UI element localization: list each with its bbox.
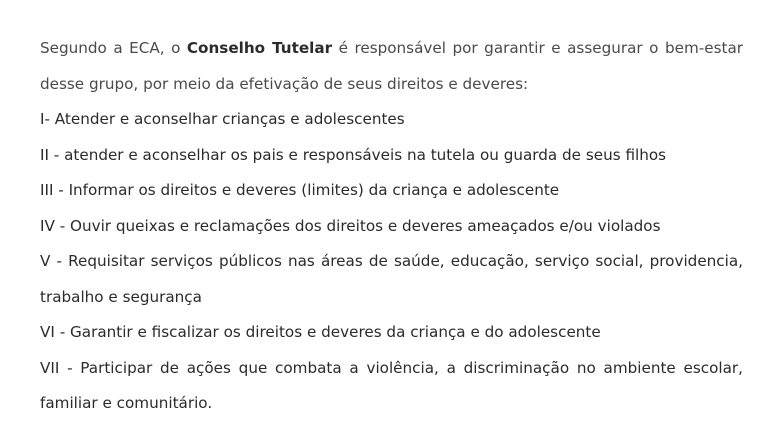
intro-bold-term: Conselho Tutelar — [186, 39, 333, 57]
intro-text-after: é responsável por garantir e assegurar o bem-estar desse grupo, por meio da efetivação de seus direitos e deveres: — [40, 39, 743, 93]
list-item-1: I- Atender e aconselhar crianças e adolescentes — [40, 110, 405, 128]
document-body — [40, 31, 743, 422]
intro-text-before: Segundo a ECA, o — [40, 39, 187, 57]
list-item-3: III - Informar os direitos e deveres (limites) da criança e adolescente — [40, 181, 560, 199]
list-item-2: II - atender e aconselhar os pais e responsáveis na tutela ou guarda de seus filhos — [40, 145, 667, 164]
list-item-7: VII - Participar de ações que combata a violência, a discriminação no ambiente escolar, familiar e comunitário. — [40, 358, 743, 412]
intro-paragraph — [40, 31, 743, 102]
list-item-4: IV - Ouvir queixas e reclamações dos direitos e deveres ameaçados e/ou violados — [40, 216, 661, 235]
list-item-5: V - Requisitar serviços públicos nas áreas de saúde, educação, serviço social, providencia, trabalho e segurança — [40, 252, 743, 306]
list-item-6: VI - Garantir e fiscalizar os direitos e deveres da criança e do adolescente — [40, 323, 601, 341]
